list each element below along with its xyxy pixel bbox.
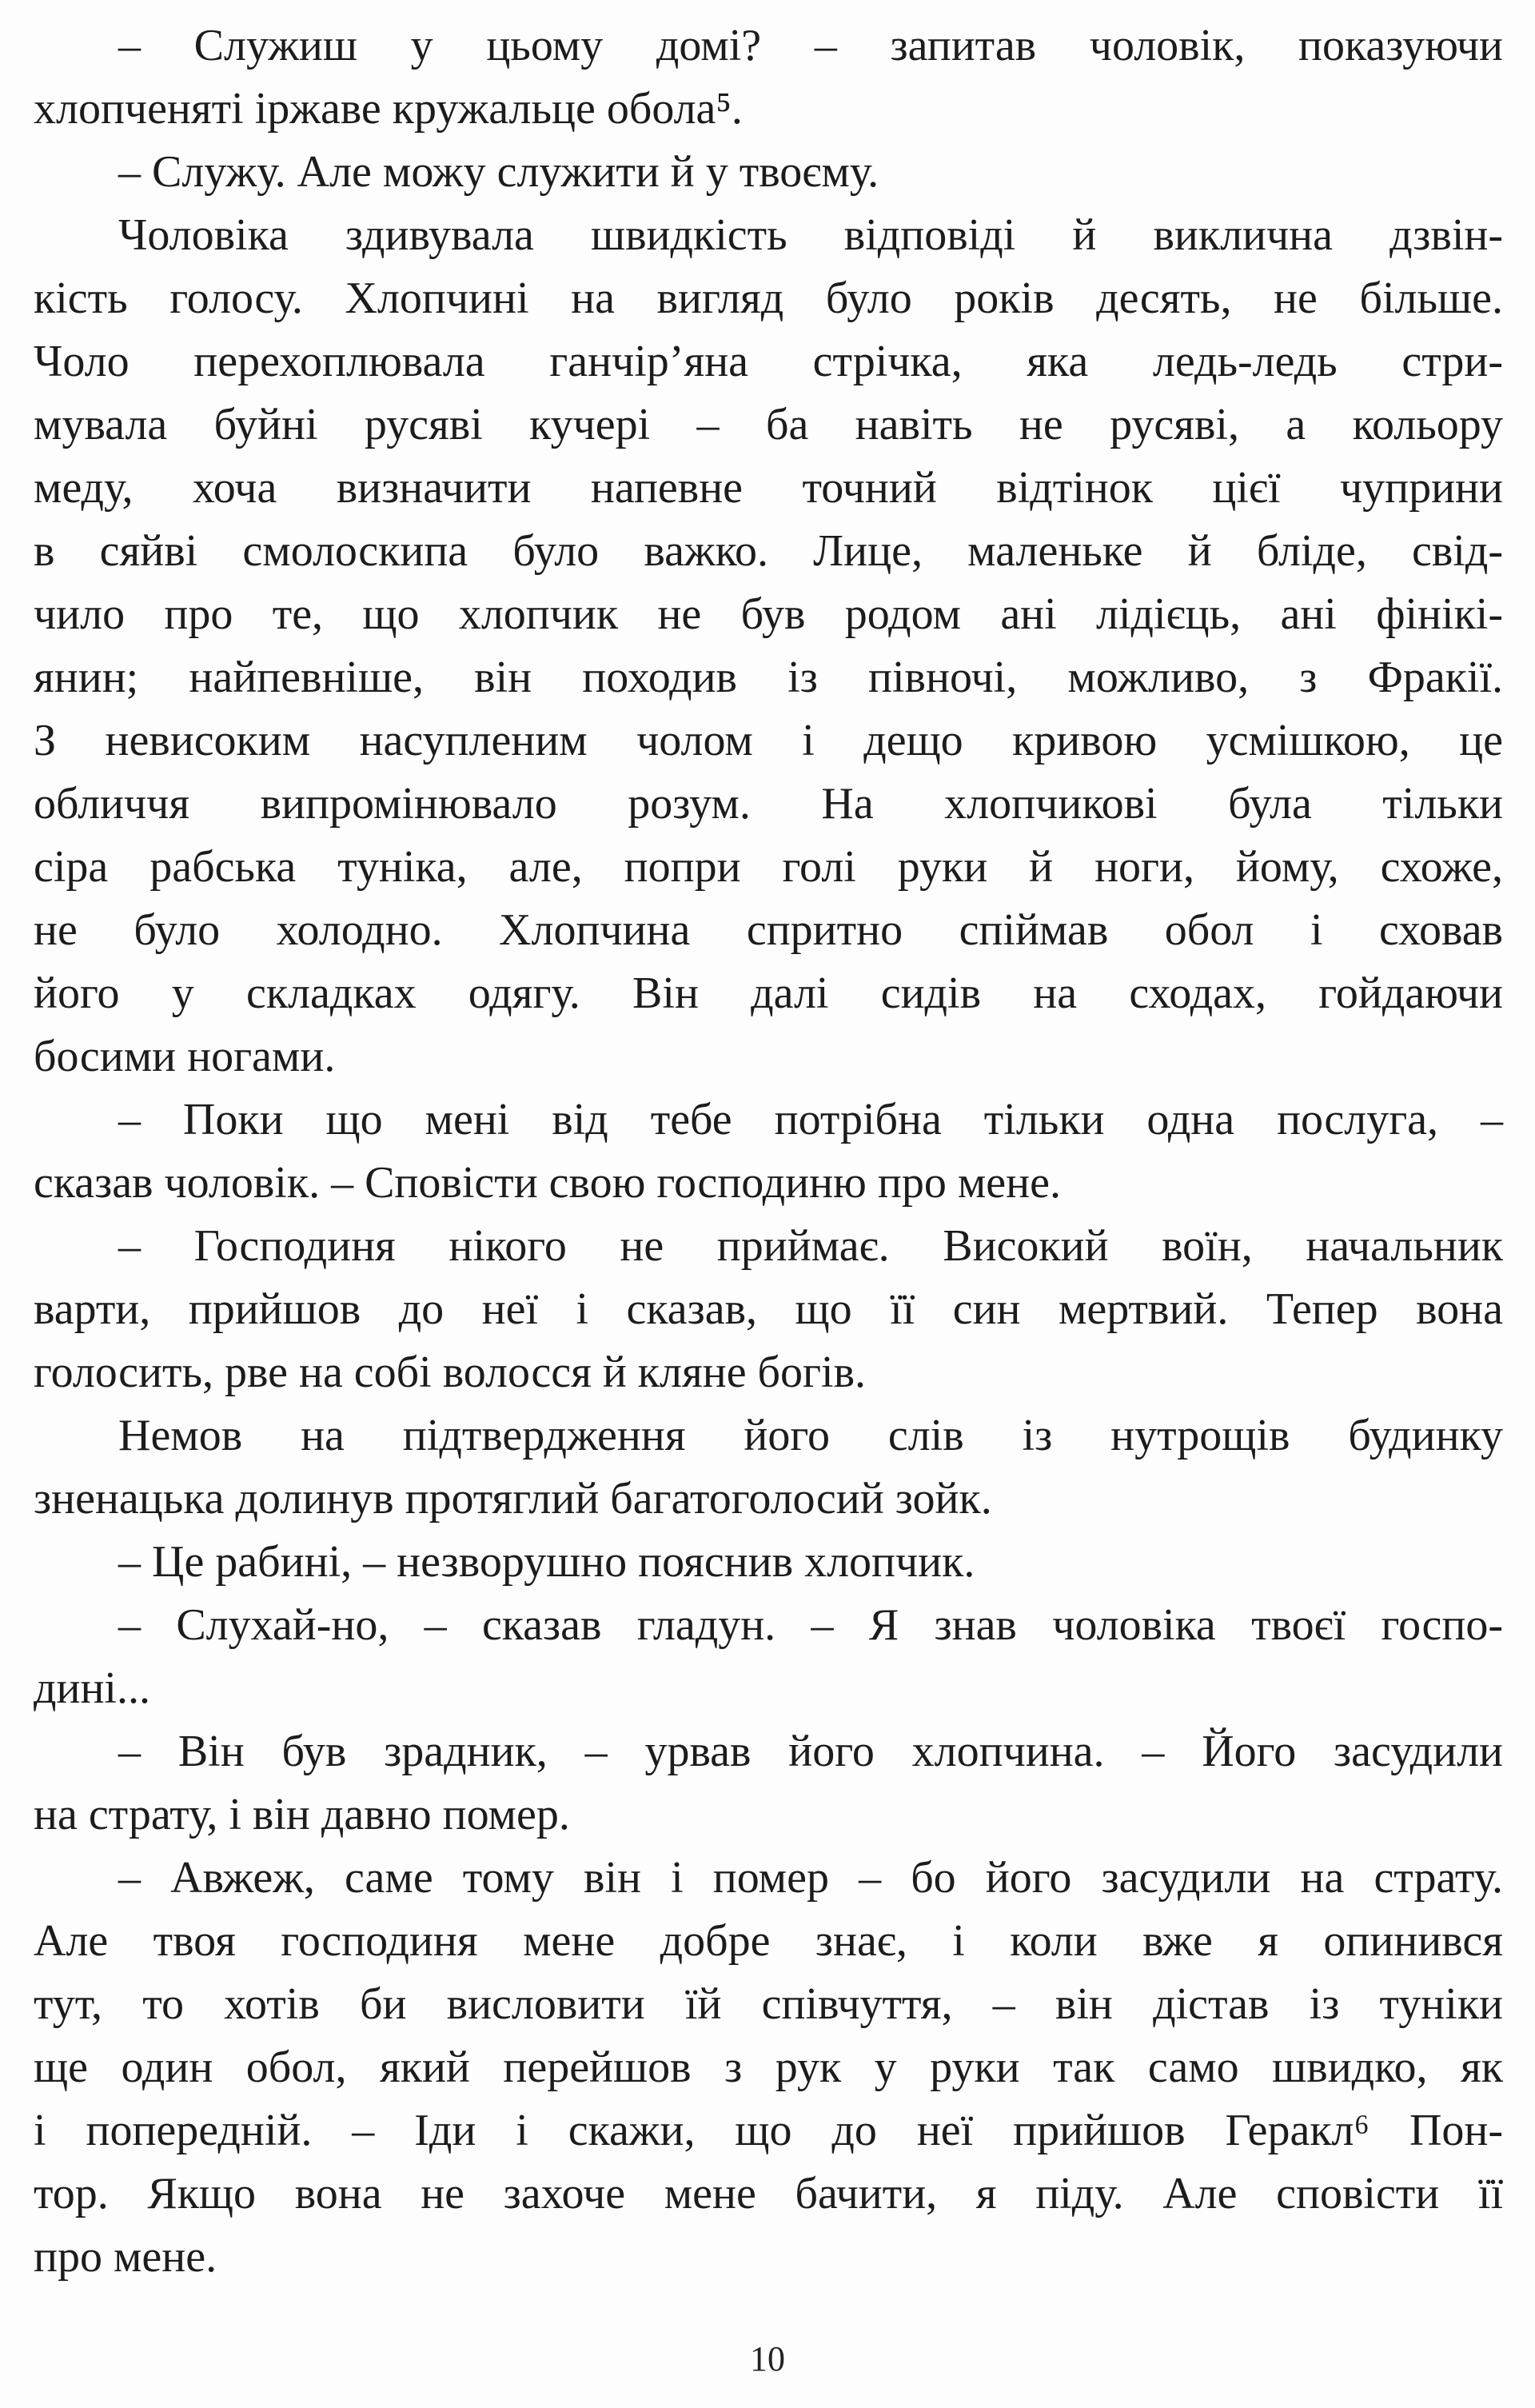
text-line: – Служиш у цьому домі? – запитав чоловік, показуючи [118,21,1503,70]
text-line: – Поки що мені від тебе потрібна тільки одна послуга, – [118,1095,1503,1144]
text-line: сказав чоловік. – Сповісти свою господиню про мене. [34,1158,1061,1208]
text-line: – Авжеж, саме тому він і помер – бо його засудили на страту. [118,1853,1503,1903]
text-line: сіра рабська туніка, але, попри голі руки й ноги, йому, схоже, [34,842,1503,892]
text-line: тор. Якщо вона не захоче мене бачити, я піду. Але сповісти її [34,2169,1503,2218]
text-line: дині... [34,1663,150,1713]
text-line: Немов на підтвердження його слів із нутрощів будинку [118,1411,1503,1460]
text-line: зненацька долинув протяглий багатоголосий зойк. [34,1474,992,1523]
text-line: – Слухай-но, – сказав гладун. – Я знав чоловіка твоєї госпо- [118,1600,1503,1650]
text-line: босими ногами. [34,1032,336,1081]
text-line: ще один обол, який перейшов з рук у руки так само швидко, як [34,2043,1503,2092]
text-line: – Служу. Але можу служити й у твоєму. [118,147,879,197]
text-line: тут, то хотів би висловити їй співчуття, – він дістав із туніки [34,1979,1503,2029]
text-line: в сяйві смолоскипа було важко. Лице, маленьке й бліде, свід- [34,526,1503,576]
text-line: чило про те, що хлопчик не був родом ані лідієць, ані фінікі- [34,589,1503,639]
text-line: його у складках одягу. Він далі сидів на сходах, гойдаючи [34,968,1503,1018]
text-line: і попередній. – Іди і скажи, що до неї прийшов Геракл⁶ Пон- [34,2106,1503,2155]
text-line: меду, хоча визначити напевне точний відтінок цієї чуприни [34,463,1503,513]
text-line: кість голосу. Хлопчині на вигляд було років десять, не більше. [34,274,1503,323]
page-number: 10 [750,2339,785,2378]
body-text [34,14,1503,2289]
text-line: голосить, рве на собі волосся й кляне богів. [34,1348,867,1397]
text-line: – Це рабині, – незворушно пояснив хлопчик. [118,1537,975,1587]
text-line: Чоло перехоплювала ганчір’яна стрічка, яка ледь-ледь стри- [34,337,1503,386]
text-line: обличчя випромінювало розум. На хлопчикові була тільки [34,779,1503,829]
text-line: про мене. [34,2232,217,2282]
text-line: Чоловіка здивувала швидкість відповіді й виклична дзвін- [118,210,1503,260]
text-line: мувала буйні русяві кучері – ба навіть не русяві, а кольору [34,400,1503,449]
text-line: на страту, і він давно помер. [34,1790,570,1839]
text-line: З невисоким насупленим чолом і дещо кривою усмішкою, це [34,716,1503,765]
text-line: янин; найпевніше, він походив із півночі, можливо, з Фракії. [34,653,1503,702]
text-line: – Господиня нікого не приймає. Високий воїн, начальник [118,1221,1503,1271]
text-line: не було холодно. Хлопчина спритно спіймав обол і сховав [34,905,1503,955]
text-line: варти, прийшов до неї і сказав, що її син мертвий. Тепер вона [34,1284,1503,1334]
text-line: Але твоя господиня мене добре знає, і коли вже я опинився [34,1916,1503,1966]
text-line: хлопченяті іржаве кружальце обола⁵. [34,84,743,134]
text-line: – Він був зрадник, – урвав його хлопчина. – Його засудили [118,1727,1503,1776]
